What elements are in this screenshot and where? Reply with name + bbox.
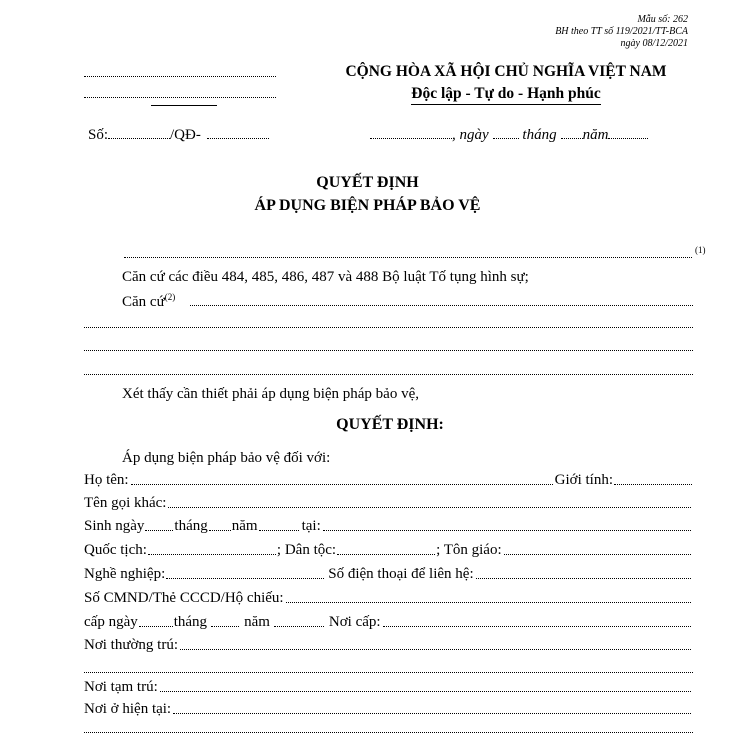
ten-goi-khac-label: Tên gọi khác: <box>84 495 167 511</box>
noi-thuong-tru-label: Nơi thường trú: <box>84 637 178 653</box>
noi-o-hien-tai-field[interactable] <box>173 713 691 714</box>
row-sinh-ngay <box>84 518 693 535</box>
xet-thay: Xét thấy cần thiết phải áp dụng biện pháp bảo vệ, <box>122 386 419 402</box>
thang-label: tháng <box>522 127 557 143</box>
noi-o-hien-tai-line-2[interactable] <box>84 732 693 733</box>
dan-toc-field[interactable] <box>337 554 435 555</box>
national-motto <box>322 85 690 103</box>
qd-label: /QĐ- <box>170 127 201 143</box>
noi-cap-field[interactable] <box>383 626 691 627</box>
can-cu-law: Căn cứ các điều 484, 485, 486, 487 và 488 Bộ luật Tố tụng hình sự; <box>122 269 529 285</box>
sinh-ngay-label: Sinh ngày <box>84 518 145 534</box>
noi-o-hien-tai-label: Nơi ở hiện tại: <box>84 701 172 717</box>
note-2: (2) <box>164 292 176 302</box>
tai-label: tại: <box>301 518 321 534</box>
birth-month-field[interactable] <box>209 530 231 531</box>
noi-thuong-tru-field[interactable] <box>180 649 691 650</box>
row-ten-goi-khac <box>84 495 693 512</box>
row-ho-ten <box>84 472 693 489</box>
ten-goi-khac-field[interactable] <box>168 507 691 508</box>
nghe-nghiep-label: Nghề nghiệp: <box>84 566 166 582</box>
title-line2: ÁP DỤNG BIỆN PHÁP BẢO VỆ <box>254 197 481 214</box>
can-cu-line-4[interactable] <box>84 374 693 375</box>
nghe-nghiep-field[interactable] <box>166 578 324 579</box>
so-field[interactable] <box>108 138 170 139</box>
cmnd-field[interactable] <box>286 602 691 603</box>
issued-by: BH theo TT số 119/2021/TT-BCA <box>555 26 688 37</box>
number-line <box>88 127 269 144</box>
row-noi-o-hien-tai <box>84 701 693 718</box>
birth-nam-label: năm <box>231 518 258 534</box>
ton-giao-label: ; Tôn giáo: <box>436 542 502 558</box>
agency-underline <box>151 105 217 106</box>
birth-thang-label: tháng <box>174 518 208 534</box>
ton-giao-field[interactable] <box>504 554 691 555</box>
can-cu-other <box>122 292 175 311</box>
date-line <box>370 127 648 144</box>
title-line1: QUYẾT ĐỊNH <box>316 174 419 191</box>
agency-line-2[interactable] <box>84 97 276 98</box>
ho-ten-field[interactable] <box>131 484 553 485</box>
cmnd-label: Số CMND/Thẻ CCCD/Hộ chiếu: <box>84 590 284 606</box>
note-1: (1) <box>695 245 706 255</box>
row-nghe-nghiep <box>84 566 693 583</box>
can-cu-field[interactable] <box>190 305 693 306</box>
noi-tam-tru-field[interactable] <box>160 691 691 692</box>
apply-to: Áp dụng biện pháp bảo vệ đối với: <box>122 450 331 466</box>
form-meta <box>488 14 688 50</box>
issue-month-field[interactable] <box>211 626 239 627</box>
row-cmnd <box>84 590 693 607</box>
can-cu-line-2[interactable] <box>84 327 693 328</box>
motto-text: Độc lập - Tự do - Hạnh phúc <box>411 85 600 105</box>
year-field[interactable] <box>608 138 648 139</box>
quoc-tich-field[interactable] <box>148 554 276 555</box>
gioi-tinh-label: Giới tính: <box>554 472 613 488</box>
nam-label: năm <box>582 127 609 143</box>
form-number: Mẫu số: 262 <box>637 14 688 25</box>
row-cap-ngay <box>84 614 693 631</box>
noi-thuong-tru-line-2[interactable] <box>84 672 693 673</box>
row-noi-thuong-tru <box>84 637 693 654</box>
noi-cap-label: Nơi cấp: <box>328 614 381 630</box>
can-cu-label: Căn cứ <box>122 294 165 310</box>
ho-ten-label: Họ tên: <box>84 472 129 488</box>
comma: , <box>452 127 456 143</box>
birth-day-field[interactable] <box>145 530 173 531</box>
cap-nam-label: năm <box>244 614 270 630</box>
place-field[interactable] <box>370 138 452 139</box>
birth-place-field[interactable] <box>323 530 691 531</box>
authority-line[interactable] <box>124 257 692 258</box>
gioi-tinh-field[interactable] <box>614 484 692 485</box>
ngay-label: ngày <box>459 127 489 143</box>
cap-ngay-label: cấp ngày <box>84 614 138 630</box>
row-quoc-tich <box>84 542 693 559</box>
can-cu-line-3[interactable] <box>84 350 693 351</box>
month-field[interactable] <box>561 138 583 139</box>
day-field[interactable] <box>493 138 519 139</box>
decision-heading: QUYẾT ĐỊNH: <box>336 416 444 433</box>
qd-field[interactable] <box>207 138 269 139</box>
agency-line-1[interactable] <box>84 76 276 77</box>
so-dien-thoai-field[interactable] <box>476 578 691 579</box>
so-dien-thoai-label: Số điện thoại để liên hệ: <box>328 566 474 582</box>
issued-date: ngày 08/12/2021 <box>620 38 688 49</box>
quoc-tich-label: Quốc tịch: <box>84 542 147 558</box>
dan-toc-label: ; Dân tộc: <box>276 542 337 558</box>
row-noi-tam-tru <box>84 679 693 696</box>
issue-year-field[interactable] <box>274 626 324 627</box>
issue-day-field[interactable] <box>139 626 173 627</box>
so-label: Số: <box>88 127 109 143</box>
cap-thang-label: tháng <box>173 614 208 630</box>
noi-tam-tru-label: Nơi tạm trú: <box>84 679 158 695</box>
national-title: CỘNG HÒA XÃ HỘI CHỦ NGHĨA VIỆT NAM <box>345 63 667 80</box>
birth-year-field[interactable] <box>259 530 299 531</box>
